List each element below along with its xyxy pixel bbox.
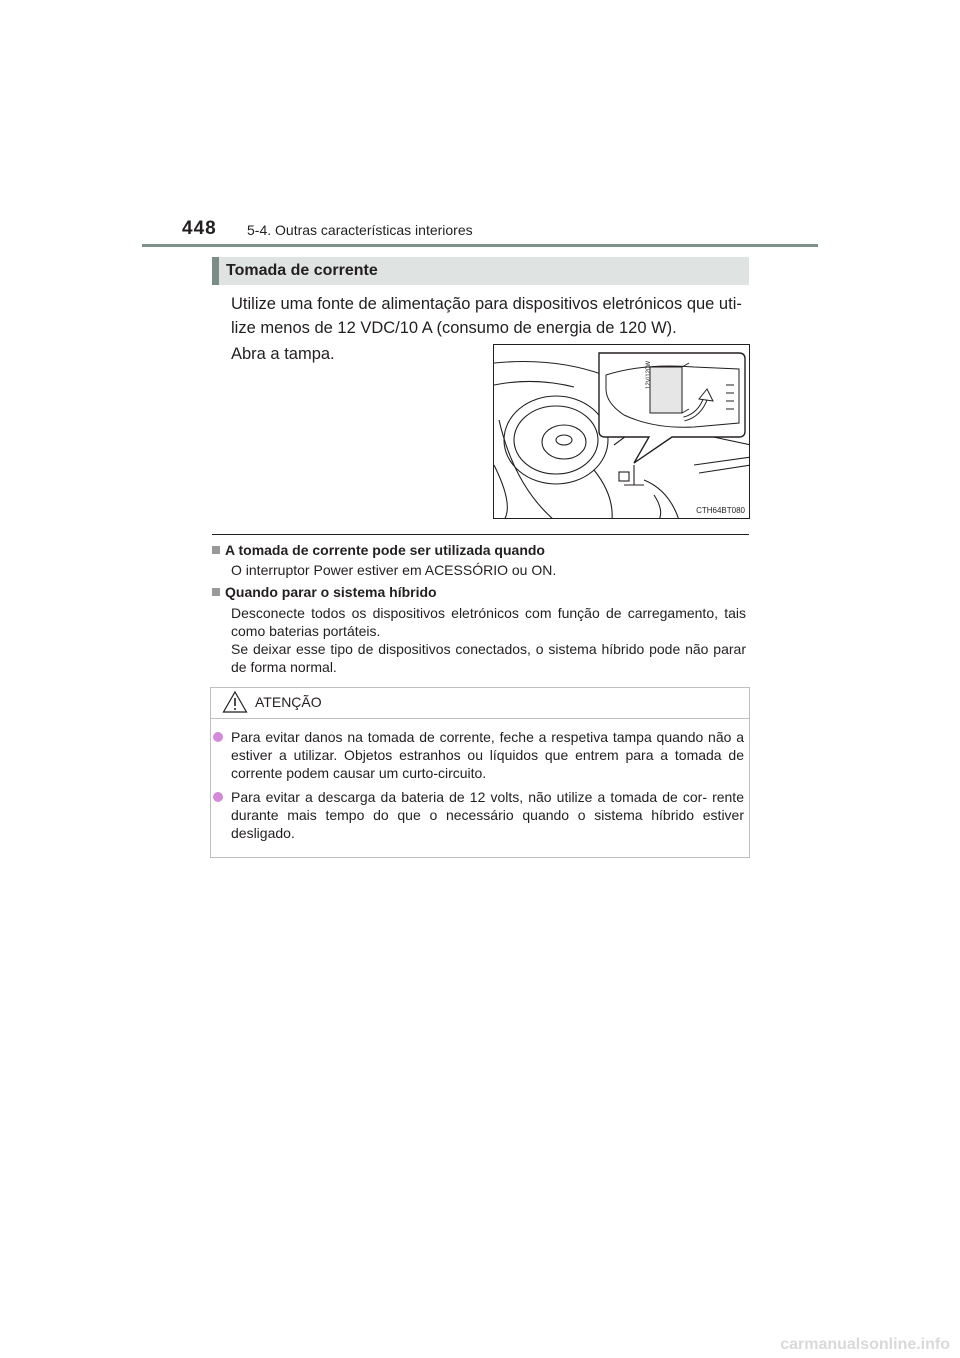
note-title-2: Quando parar o sistema híbrido xyxy=(212,584,437,600)
circle-bullet-icon xyxy=(213,732,223,742)
section-heading-tab xyxy=(212,257,219,285)
step-instruction: Abra a tampa. xyxy=(231,345,335,363)
header-rule xyxy=(142,244,818,247)
warning-triangle-icon xyxy=(222,690,248,714)
section-divider xyxy=(212,534,749,535)
chapter-title: 5-4. Outras características interiores xyxy=(247,222,473,238)
intro-paragraph: Utilize uma fonte de alimentação para dispositivos eletrónicos que uti- lize menos de 12 VDC/10 A (consumo de energia de 120 W). xyxy=(231,295,742,337)
dashboard-illustration xyxy=(494,345,750,519)
power-outlet-figure xyxy=(493,344,750,519)
square-bullet-icon xyxy=(212,588,220,596)
caution-title: ATENÇÃO xyxy=(255,694,322,710)
note-body-2-line-1: Desconecte todos os dispositivos eletrónicos com função de carregamento, tais como baterias portáteis. xyxy=(231,605,746,639)
note-body-2 xyxy=(231,604,746,676)
page-number: 448 xyxy=(182,218,217,239)
note-body-2-line-2: Se deixar esse tipo de dispositivos conectados, o sistema híbrido pode não parar de forma normal. xyxy=(231,641,746,675)
figure-code: CTH64BT080 xyxy=(696,506,745,515)
section-heading: Tomada de corrente xyxy=(226,262,378,279)
watermark: carmanualsonline.info xyxy=(780,1336,950,1353)
circle-bullet-icon xyxy=(213,792,223,802)
square-bullet-icon xyxy=(212,546,220,554)
caution-item-2: Para evitar a descarga da bateria de 12 volts, não utilize a tomada de cor- rente durante mais tempo do que o necessário quando o sistema híbrido estiver desligado. xyxy=(231,788,744,842)
note-title-1: A tomada de corrente pode ser utilizada quando xyxy=(212,542,545,558)
caution-item-1: Para evitar danos na tomada de corrente, feche a respetiva tampa quando não a estiver a utilizar. Objetos estranhos ou líquidos que entrem para a tomada de corrente podem causar um curto-circuito. xyxy=(231,728,744,782)
note-body-1: O interruptor Power estiver em ACESSÓRIO ou ON. xyxy=(231,562,557,578)
socket-label: 12V/120W xyxy=(646,360,652,389)
caution-header-rule xyxy=(211,718,749,719)
